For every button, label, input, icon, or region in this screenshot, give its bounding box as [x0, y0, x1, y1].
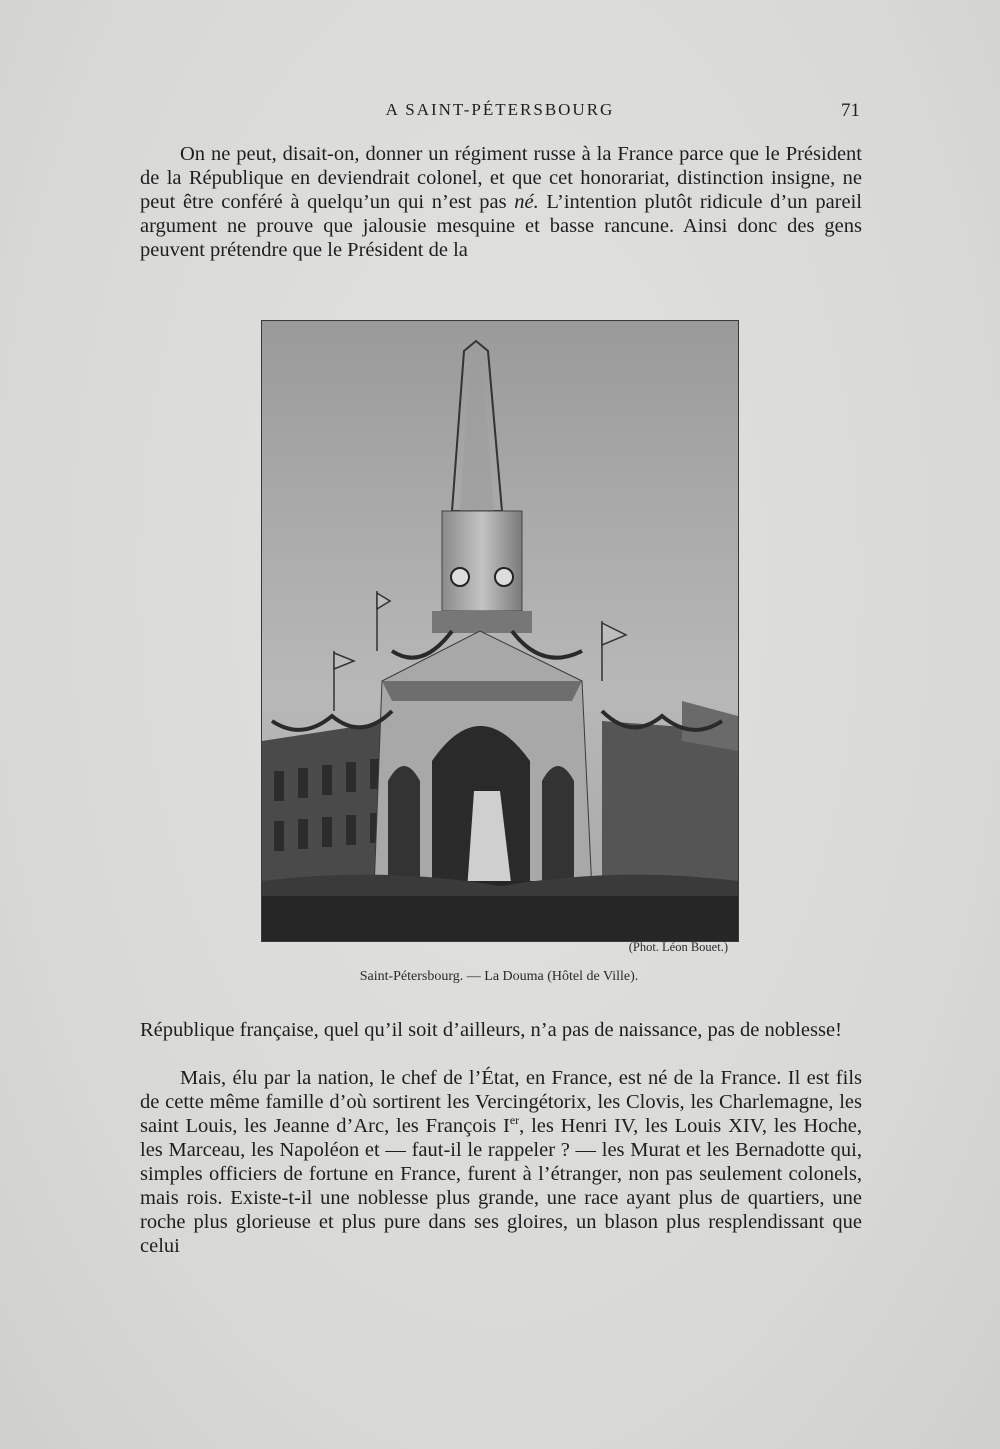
- paragraph-1-text-b: L’intention plutôt ridicule d’un pareil argument ne prouve que jalousie mesquine et basse rancune. Ainsi donc des gens peuvent prétendre que le Président de la: [140, 191, 862, 261]
- page-number: 71: [841, 100, 860, 121]
- paragraph-3-superscript: er: [509, 1113, 520, 1128]
- paragraph-1: [140, 142, 862, 262]
- paragraph-3-text-a: Mais, élu par la nation, le chef de l’État, en France, est né de la France. Il est fils de cette même famille d’où sortirent les Vercingétorix, les Clovis, les Charlemagne, les saint Louis, les Jeanne d’Arc, les François I: [140, 1067, 862, 1137]
- paragraph-2: République française, quel qu’il soit d’ailleurs, n’a pas de naissance, pas de noblesse!: [140, 1019, 842, 1041]
- paragraph-3-text-b: , les Henri IV, les Louis XIV, les Hoche, les Marceau, les Napoléon et — faut-il le rappeler ? — les Murat et les Bernadotte qui, simples officiers de fortune en France, furent à l’étranger, non pas seulement colonels, mais rois. Existe-t-il une noblesse plus grande, une race ayant plus de quartiers, une roche plus glorieuse et plus pure dans ses gloires, un blason plus resplendissant que celui: [140, 1115, 862, 1257]
- photograph-illustration: [262, 321, 738, 941]
- running-head: [140, 100, 860, 126]
- photograph-douma: [261, 320, 739, 942]
- photo-credit: (Phot. Léon Bouet.): [628, 940, 728, 954]
- paragraph-1-italic: né.: [514, 191, 539, 213]
- running-title: A SAINT-PÉTERSBOURG: [385, 100, 615, 119]
- paragraph-1-text-a: On ne peut, disait-on, donner un régiment russe à la France parce que le Président de la République en deviendrait colonel, et que cet honorariat, distinction insigne, ne peut être conféré à quelqu’un qui n’est pas: [140, 143, 862, 213]
- figure-caption: Saint-Pétersbourg. — La Douma (Hôtel de Ville).: [359, 969, 639, 984]
- paragraph-3: [140, 1066, 862, 1258]
